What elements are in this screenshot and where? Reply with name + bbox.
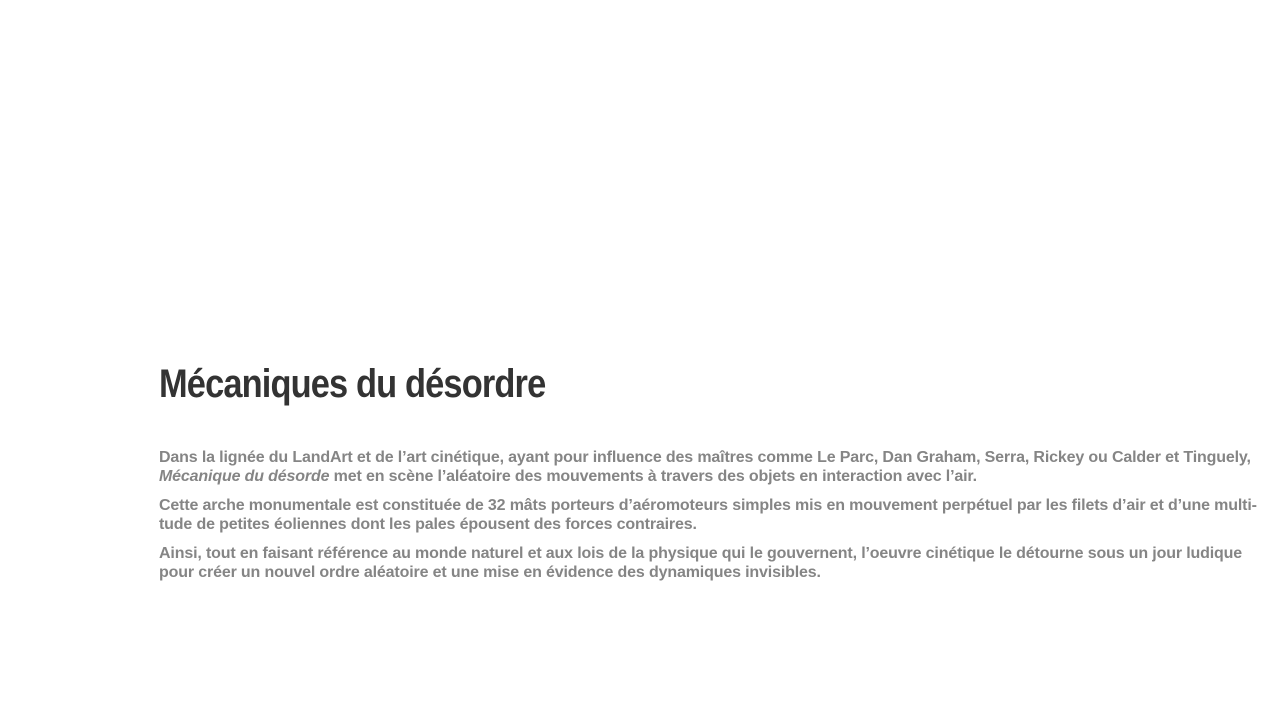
article-content (159, 358, 1259, 592)
paragraph-1-intro: Dans la lignée du LandArt et de l’art cinétique, ayant pour influence des maîtres comme Le Parc, Dan Graham, Serra, Rickey ou Calder et Tinguely, (159, 449, 1251, 466)
article-body (159, 448, 1259, 582)
paragraph-2: Cette arche monumentale est constituée de 32 mâts porteurs d’aéromoteurs simples mis en mouvement perpétuel par les filets d’air et d’une multi-tude de petites éoliennes dont les pales épousent des forces contraires. (159, 497, 1257, 533)
page-title: Mécaniques du désordre (159, 362, 546, 406)
paragraph-3: Ainsi, tout en faisant référence au monde naturel et aux lois de la physique qui le gouvernent, l’oeuvre cinétique le détourne sous un jour ludique pour créer un nouvel ordre aléatoire et une mise en évidence des dynamiques invisibles. (159, 545, 1243, 581)
artwork-title-emphasis: Mécanique du désorde (159, 468, 330, 485)
paragraph-1 (159, 448, 1259, 486)
paragraph-1-rest: met en scène l’aléatoire des mouvements à travers des objets en interaction avec l’air. (329, 468, 977, 485)
